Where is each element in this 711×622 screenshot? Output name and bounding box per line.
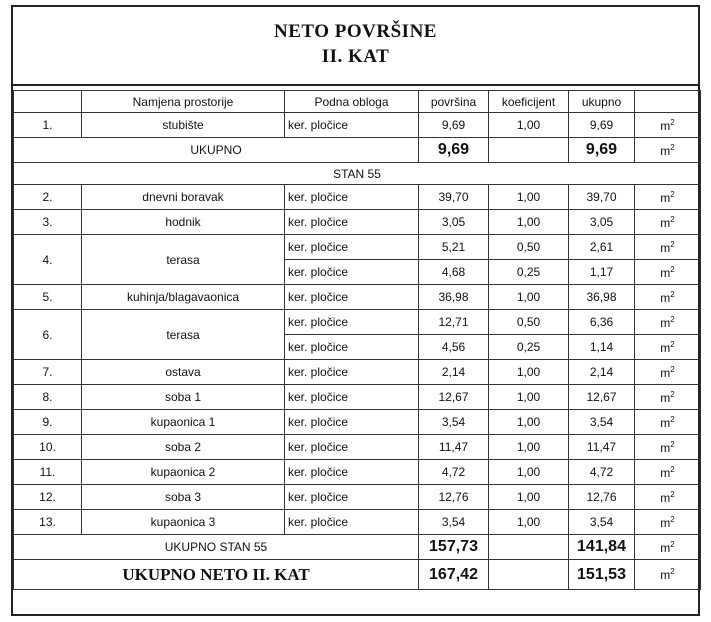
room-name: soba 2 xyxy=(82,435,285,460)
floor-type: ker. pločice xyxy=(285,113,419,138)
floor-type: ker. pločice xyxy=(285,510,419,535)
floor-type: ker. pločice xyxy=(285,435,419,460)
table-row xyxy=(14,410,701,435)
floor-type: ker. pločice xyxy=(285,460,419,485)
row-number: 8. xyxy=(14,385,82,410)
room-name: dnevni boravak xyxy=(82,185,285,210)
subtotal-label: UKUPNO xyxy=(14,138,419,163)
coef-value: 1,00 xyxy=(489,285,569,310)
unit-cell: $m^2$ xyxy=(635,360,701,385)
coef-value: 0,25 xyxy=(489,260,569,285)
area-table xyxy=(13,90,701,590)
subtotal-row xyxy=(14,138,701,163)
room-name: kupaonica 1 xyxy=(82,410,285,435)
total-value: 1,14 xyxy=(569,335,635,360)
subtotal-total: 9,69 xyxy=(569,138,635,163)
total-value: 11,47 xyxy=(569,435,635,460)
floor-type: ker. pločice xyxy=(285,185,419,210)
page-title xyxy=(13,7,698,86)
header-cell: koeficijent xyxy=(489,91,569,113)
floor-type: ker. pločice xyxy=(285,260,419,285)
table-row xyxy=(14,510,701,535)
unit-cell: $m^2$ xyxy=(635,185,701,210)
coef-value: 1,00 xyxy=(489,485,569,510)
total-value: 2,61 xyxy=(569,235,635,260)
header-cell: površina xyxy=(419,91,489,113)
room-name: kupaonica 3 xyxy=(82,510,285,535)
unit-cell: $m^2$ xyxy=(635,385,701,410)
header-cell: Podna obloga xyxy=(285,91,419,113)
coef-value: 0,50 xyxy=(489,235,569,260)
area-value: 12,67 xyxy=(419,385,489,410)
room-name: ostava xyxy=(82,360,285,385)
coef-value: 1,00 xyxy=(489,185,569,210)
empty-cell xyxy=(489,535,569,560)
room-name: terasa xyxy=(82,235,285,285)
subtotal-area: 9,69 xyxy=(419,138,489,163)
title-line-1: NETO POVRŠINE xyxy=(274,21,437,42)
coef-value: 1,00 xyxy=(489,360,569,385)
table-row xyxy=(14,385,701,410)
row-number: 9. xyxy=(14,410,82,435)
total-value: 4,72 xyxy=(569,460,635,485)
area-value: 3,05 xyxy=(419,210,489,235)
table-row xyxy=(14,310,701,335)
room-name: kuhinja/blagavaonica xyxy=(82,285,285,310)
unit-cell: $m^2$ xyxy=(635,335,701,360)
unit-cell: $m^2$ xyxy=(635,510,701,535)
coef-value: 1,00 xyxy=(489,435,569,460)
row-number: 2. xyxy=(14,185,82,210)
row-number: 4. xyxy=(14,235,82,285)
total-value: 1,17 xyxy=(569,260,635,285)
total-value: 12,67 xyxy=(569,385,635,410)
unit-cell: $m^2$ xyxy=(635,235,701,260)
row-number: 6. xyxy=(14,310,82,360)
header-row xyxy=(14,91,701,113)
coef-value: 1,00 xyxy=(489,385,569,410)
room-name: terasa xyxy=(82,310,285,360)
section-row xyxy=(14,163,701,185)
coef-value: 0,50 xyxy=(489,310,569,335)
row-number: 12. xyxy=(14,485,82,510)
area-value: 12,71 xyxy=(419,310,489,335)
area-value: 5,21 xyxy=(419,235,489,260)
unit-cell: $m^2$ xyxy=(635,310,701,335)
room-name: stubište xyxy=(82,113,285,138)
unit-cell: $m^2$ xyxy=(635,435,701,460)
table-row xyxy=(14,113,701,138)
header-cell xyxy=(14,91,82,113)
total-value: 2,14 xyxy=(569,360,635,385)
area-value: 36,98 xyxy=(419,285,489,310)
total-value: 6,36 xyxy=(569,310,635,335)
header-cell: ukupno xyxy=(569,91,635,113)
unit-cell: $m^2$ xyxy=(635,410,701,435)
room-name: hodnik xyxy=(82,210,285,235)
area-value: 39,70 xyxy=(419,185,489,210)
table-row xyxy=(14,285,701,310)
floor-type: ker. pločice xyxy=(285,335,419,360)
unit-cell: $m^2$ xyxy=(635,210,701,235)
title-line-2: II. KAT xyxy=(321,46,390,67)
table-row xyxy=(14,360,701,385)
unit-cell: $m^2$ xyxy=(635,113,701,138)
row-number: 5. xyxy=(14,285,82,310)
coef-value: 1,00 xyxy=(489,510,569,535)
unit-cell: $m^2$ xyxy=(635,560,701,590)
unit-cell: $m^2$ xyxy=(635,535,701,560)
unit-cell: $m^2$ xyxy=(635,260,701,285)
total-value: 3,54 xyxy=(569,510,635,535)
grand-total-label: UKUPNO NETO II. KAT xyxy=(14,560,419,590)
grand-total-total: 151,53 xyxy=(569,560,635,590)
total-value: 9,69 xyxy=(569,113,635,138)
row-number: 1. xyxy=(14,113,82,138)
coef-value: 1,00 xyxy=(489,113,569,138)
floor-type: ker. pločice xyxy=(285,310,419,335)
empty-cell xyxy=(489,560,569,590)
row-number: 10. xyxy=(14,435,82,460)
floor-type: ker. pločice xyxy=(285,385,419,410)
floor-type: ker. pločice xyxy=(285,285,419,310)
row-number: 3. xyxy=(14,210,82,235)
area-value: 4,56 xyxy=(419,335,489,360)
row-number: 7. xyxy=(14,360,82,385)
area-value: 2,14 xyxy=(419,360,489,385)
table-row xyxy=(14,210,701,235)
total-value: 3,05 xyxy=(569,210,635,235)
room-name: kupaonica 2 xyxy=(82,460,285,485)
unit-cell: $m^2$ xyxy=(635,460,701,485)
floor-type: ker. pločice xyxy=(285,360,419,385)
row-number: 13. xyxy=(14,510,82,535)
table-row xyxy=(14,185,701,210)
unit-cell: $m^2$ xyxy=(635,485,701,510)
area-value: 9,69 xyxy=(419,113,489,138)
subtotal-total: 141,84 xyxy=(569,535,635,560)
table-row xyxy=(14,235,701,260)
table-row xyxy=(14,485,701,510)
coef-value: 1,00 xyxy=(489,210,569,235)
coef-value: 1,00 xyxy=(489,460,569,485)
total-value: 36,98 xyxy=(569,285,635,310)
unit-cell: $m^2$ xyxy=(635,138,701,163)
grand-total-row xyxy=(14,560,701,590)
table-row xyxy=(14,460,701,485)
area-table-sheet xyxy=(11,5,700,616)
total-value: 39,70 xyxy=(569,185,635,210)
table-row xyxy=(14,435,701,460)
room-name: soba 1 xyxy=(82,385,285,410)
coef-value: 0,25 xyxy=(489,335,569,360)
total-value: 3,54 xyxy=(569,410,635,435)
subtotal-area: 157,73 xyxy=(419,535,489,560)
area-value: 3,54 xyxy=(419,410,489,435)
coef-value: 1,00 xyxy=(489,410,569,435)
row-number: 11. xyxy=(14,460,82,485)
subtotal-label: UKUPNO STAN 55 xyxy=(14,535,419,560)
total-value: 12,76 xyxy=(569,485,635,510)
grand-total-area: 167,42 xyxy=(419,560,489,590)
header-cell: Namjena prostorije xyxy=(82,91,285,113)
floor-type: ker. pločice xyxy=(285,410,419,435)
floor-type: ker. pločice xyxy=(285,485,419,510)
section-label: STAN 55 xyxy=(14,163,701,185)
area-value: 12,76 xyxy=(419,485,489,510)
area-value: 4,68 xyxy=(419,260,489,285)
subtotal-row xyxy=(14,535,701,560)
unit-cell: $m^2$ xyxy=(635,285,701,310)
empty-cell xyxy=(489,138,569,163)
area-value: 11,47 xyxy=(419,435,489,460)
floor-type: ker. pločice xyxy=(285,235,419,260)
area-value: 3,54 xyxy=(419,510,489,535)
room-name: soba 3 xyxy=(82,485,285,510)
floor-type: ker. pločice xyxy=(285,210,419,235)
area-value: 4,72 xyxy=(419,460,489,485)
header-cell xyxy=(635,91,701,113)
